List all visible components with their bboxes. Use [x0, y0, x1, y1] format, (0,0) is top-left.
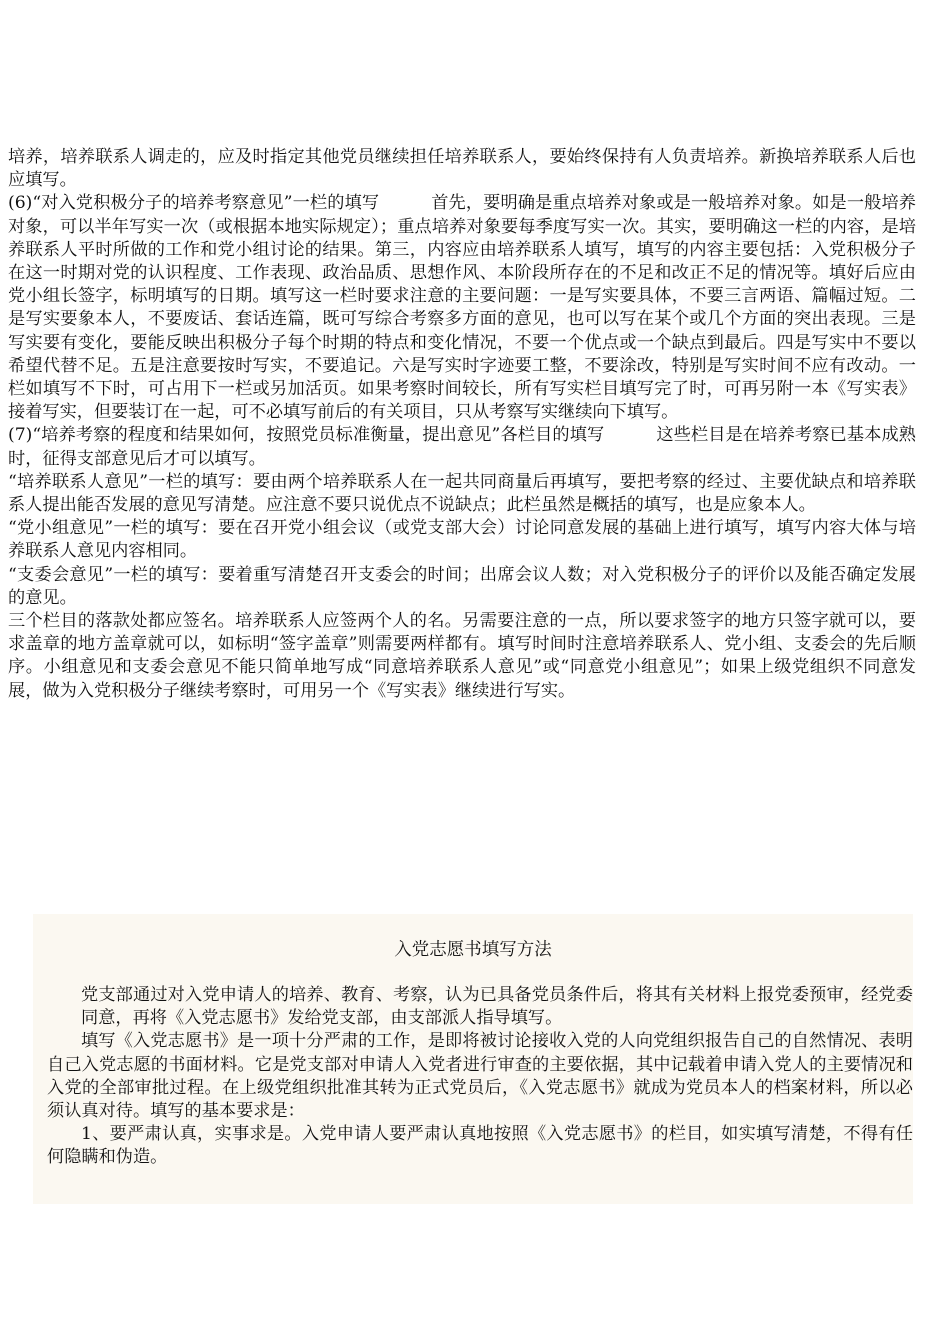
body-paragraph-item-6: (6)“对入党积极分子的培养考察意见”一栏的填写 首先，要明确是重点培养对象或是一般培养对象。如是一般培养对象，可以半年写实一次（或根据本地实际规定）；重点培养对象要每季度写实一次。其实，要明确这一栏的内容，是培养联系人平时所做的工作和党小组讨论的结果。第三，内容应由培养联系人填写，填写的内容主要包括：入党积极分子在这一时期对党的认识程度、工作表现、政治品质、思想作风、本阶段所存在的不足和改正不足的情况等。填好后应由党小组长签字，标明填写的日期。填写这一栏时要求注意的主要问题：一是写实要具体，不要三言两语、篇幅过短。二是写实要象本人，不要废话、套话连篇，既可写综合考察多方面的意见，也可以写在某个或几个方面的突出表现。三是写实要有变化，要能反映出积极分子每个时期的特点和变化情况，不要一个优点或一个缺点到最后。四是写实中不要以希望代替不足。五是注意要按时写实，不要追记。六是写实时字迹要工整，不要涂改，特别是写实时间不应有改动。一栏如填写不下时，可占用下一栏或另加活页。如果考察时间较长，所有写实栏目填写完了时，可再另附一本《写实表》接着写实，但要装订在一起，可不必填写前后的有关项目，只从考察写实继续向下填写。	[8, 193, 916, 423]
body-paragraph-item-7: (7)“培养考察的程度和结果如何，按照党员标准衡量，提出意见”各栏目的填写 这些栏目是在培养考察已基本成熟时，征得支部意见后才可以填写。	[8, 425, 916, 469]
panel-paragraph-1: 党支部通过对入党申请人的培养、教育、考察，认为已具备党员条件后，将其有关材料上报党委预审，经党委同意，再将《入党志愿书》发给党支部，由支部派人指导填写。	[81, 985, 913, 1029]
document-body-section	[8, 146, 916, 703]
body-paragraph-party-group-opinion: “党小组意见”一栏的填写：要在召开党小组会议（或党支部大会）讨论同意发展的基础上进行填写，填写内容大体与培养联系人意见内容相同。	[8, 518, 916, 562]
body-paragraph-1: 培养，培养联系人调走的，应及时指定其他党员继续担任培养联系人，要始终保持有人负责培养。新换培养联系人后也应填写。	[8, 147, 916, 191]
body-paragraph-branch-committee-opinion: “支委会意见”一栏的填写：要着重写清楚召开支委会的时间；出席会议人数；对入党积极分子的评价以及能否确定发展的意见。	[8, 564, 916, 608]
panel-paragraph-2: 填写《入党志愿书》是一项十分严肃的工作，是即将被讨论接收入党的人向党组织报告自己的自然情况、表明自己入党志愿的书面材料。它是党支部对申请人入党者进行审查的主要依据，其中记载着申请入党人的主要情况和入党的全部审批过程。在上级党组织批准其转为正式党员后，《入党志愿书》就成为党员本人的档案材料，所以必须认真对待。填写的基本要求是：	[47, 1031, 913, 1122]
application-form-guide-panel	[33, 914, 913, 1204]
panel-paragraph-3: 1、要严肃认真，实事求是。入党申请人要严肃认真地按照《入党志愿书》的栏目，如实填写清楚，不得有任何隐瞒和伪造。	[47, 1124, 913, 1168]
body-paragraph-liaison-opinion: “培养联系人意见”一栏的填写：要由两个培养联系人在一起共同商量后再填写，要把考察的经过、主要优缺点和培养联系人提出能否发展的意见写清楚。应注意不要只说优点不说缺点；此栏虽然是概括的填写，也是应象本人。	[8, 471, 916, 516]
panel-title: 入党志愿书填写方法	[394, 940, 552, 960]
body-paragraph-signature-notes: 三个栏目的落款处都应签名。培养联系人应签两个人的名。另需要注意的一点，所以要求签字的地方只签字就可以，要求盖章的地方盖章就可以，如标明“签字盖章”则需要两样都有。填写时间时注意培养联系人、党小组、支委会的先后顺序。小组意见和支委会意见不能只简单地写成“同意培养联系人意见”或“同意党小组意见”；如果上级党组织不同意发展，做为入党积极分子继续考察时，可用另一个《写实表》继续进行写实。	[8, 611, 916, 701]
panel-body	[47, 984, 913, 1170]
